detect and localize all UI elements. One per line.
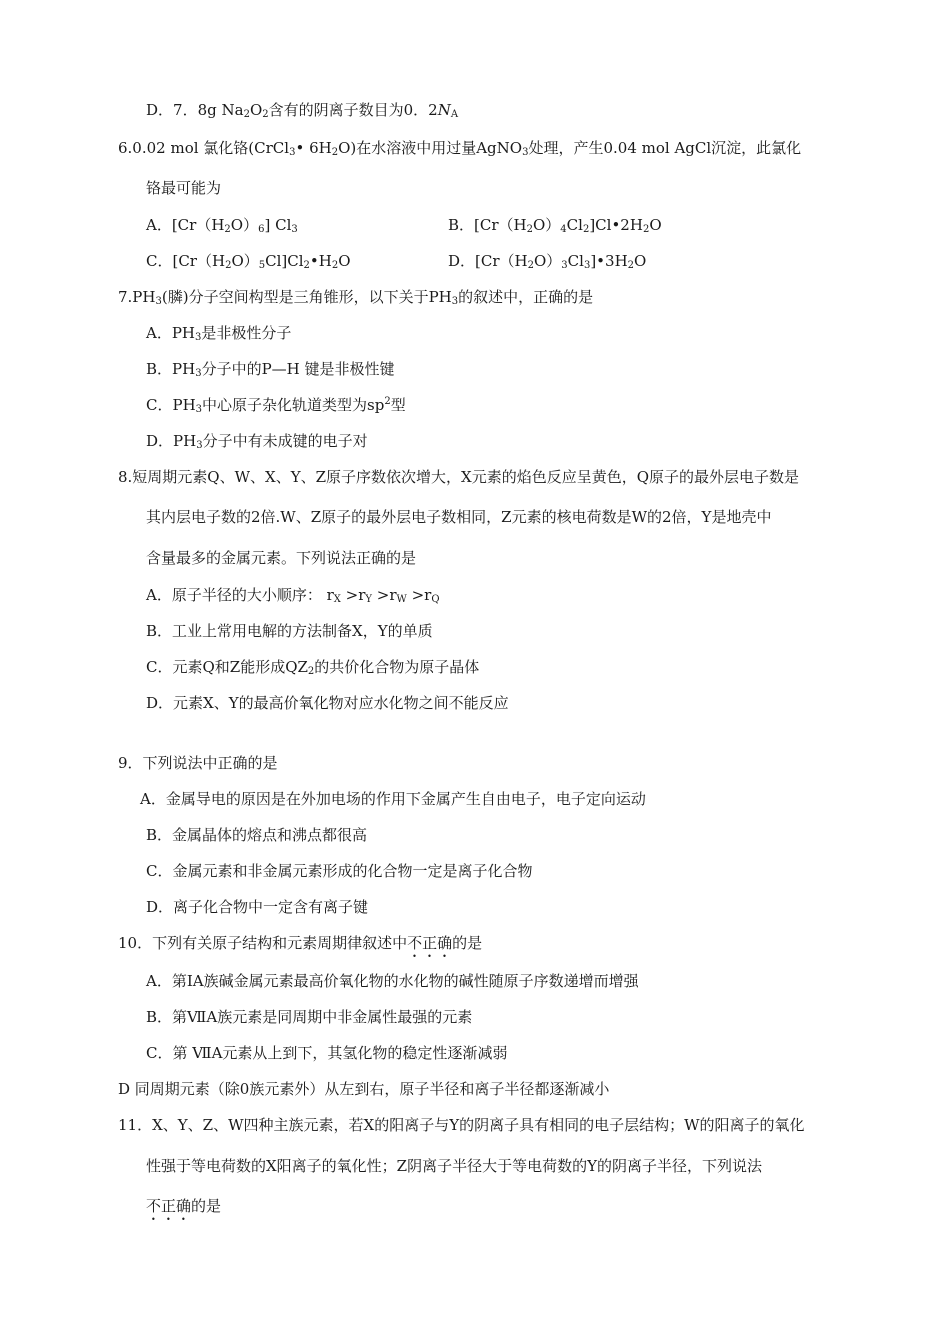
q6-option-d: D．$[Cr(H_2O)_3Cl_3]•3H_2O$ (448, 252, 647, 271)
q6-stem-line2: 铬最可能为 (146, 179, 222, 197)
q7-stem: $7.PH_3$(膦)分子空间构型是三角锥形，以下关于$PH_3$的叙述中，正确的是 (118, 288, 594, 307)
q8-stem-line2: 其内层电子数的2倍.W、Z原子的最外层电子数相同，Z元素的核电荷数是W的2倍，Y是地壳中 (146, 508, 772, 526)
q10-stem: 10．下列有关原子结构和元素周期律叙述中不正确的是 (118, 934, 483, 952)
q7-option-d: D．$PH_3$分子中有未成键的电子对 (146, 432, 368, 451)
q8-stem-line1: 8.短周期元素Q、W、X、Y、Z原子序数依次增大，X元素的焰色反应呈黄色，Q原子的最外层电子数是 (118, 468, 800, 486)
q11-stem-line1: 11．X、Y、Z、W四种主族元素，若X的阳离子与Y的阴离子具有相同的电子层结构；W的阳离子的氧化 (118, 1116, 805, 1134)
q10-option-d: D 同周期元素（除0族元素外）从左到右，原子半径和离子半径都逐渐减小 (118, 1080, 610, 1098)
q7-option-b: B．$PH_3$分子中的P—H 键是非极性键 (146, 360, 395, 379)
q6-option-b: B．$[Cr(H_2O)_4Cl_2]Cl•2H_2O$ (448, 216, 662, 235)
q7-option-c: C．$PH_3$中心原子杂化轨道类型为$sp^2$型 (146, 396, 406, 415)
q6-option-a: A．$[Cr(H_2O)_6]$ $Cl_3$ (146, 216, 298, 235)
q8-option-a: A．原子半径的大小顺序： $r_X >r_Y >r_W >r_Q$ (146, 586, 440, 605)
emphasis-mark: 不正确 (407, 934, 453, 952)
q6-option-c: C．$[Cr(H_2O)_5Cl]Cl_2•H_2O$ (146, 252, 351, 271)
q11-stem-line3: 不正确的是 (146, 1197, 222, 1215)
q8-option-b: B．工业上常用电解的方法制备X，Y的单质 (146, 622, 433, 640)
q10-option-a: A．第IA族碱金属元素最高价氧化物的水化物的碱性随原子序数递增而增强 (146, 972, 639, 990)
q8-stem-line3: 含量最多的金属元素。下列说法正确的是 (146, 549, 417, 567)
q9-option-c: C．金属元素和非金属元素形成的化合物一定是离子化合物 (146, 862, 533, 880)
q7-option-a: A．$PH_3$是非极性分子 (146, 324, 292, 343)
q6-stem-line1: 6.0.02 mol 氯化铬(CrCl$_3$• $6H_2O$)在水溶液中用过量AgNO$_3$处理，产生0.04 mol AgCl沉淀，此氯化 (118, 139, 802, 158)
emphasis-mark: 不正确 (146, 1197, 192, 1215)
q10-option-b: B．第ⅦA族元素是同周期中非金属性最强的元素 (146, 1008, 473, 1026)
q8-option-c: C．元素Q和Z能形成$QZ_2$的共价化合物为原子晶体 (146, 658, 480, 677)
q10-option-c: C．第 ⅦA元素从上到下，其氢化物的稳定性逐渐减弱 (146, 1044, 508, 1062)
q9-stem: 9．下列说法中正确的是 (118, 754, 278, 772)
q9-option-d: D．离子化合物中一定含有离子键 (146, 898, 369, 916)
q9-option-a: A．金属导电的原因是在外加电场的作用下金属产生自由电子，电子定向运动 (140, 790, 646, 808)
q5-option-d: D．7．8g $Na_2O_2$含有的阴离子数目为0．$2N_A$ (146, 101, 459, 120)
q9-option-b: B．金属晶体的熔点和沸点都很高 (146, 826, 368, 844)
q11-stem-line2: 性强于等电荷数的X阳离子的氧化性；Z阴离子半径大于等电荷数的Y的阴离子半径，下列说法 (146, 1157, 763, 1175)
q8-option-d: D．元素X、Y的最高价氧化物对应水化物之间不能反应 (146, 694, 509, 712)
